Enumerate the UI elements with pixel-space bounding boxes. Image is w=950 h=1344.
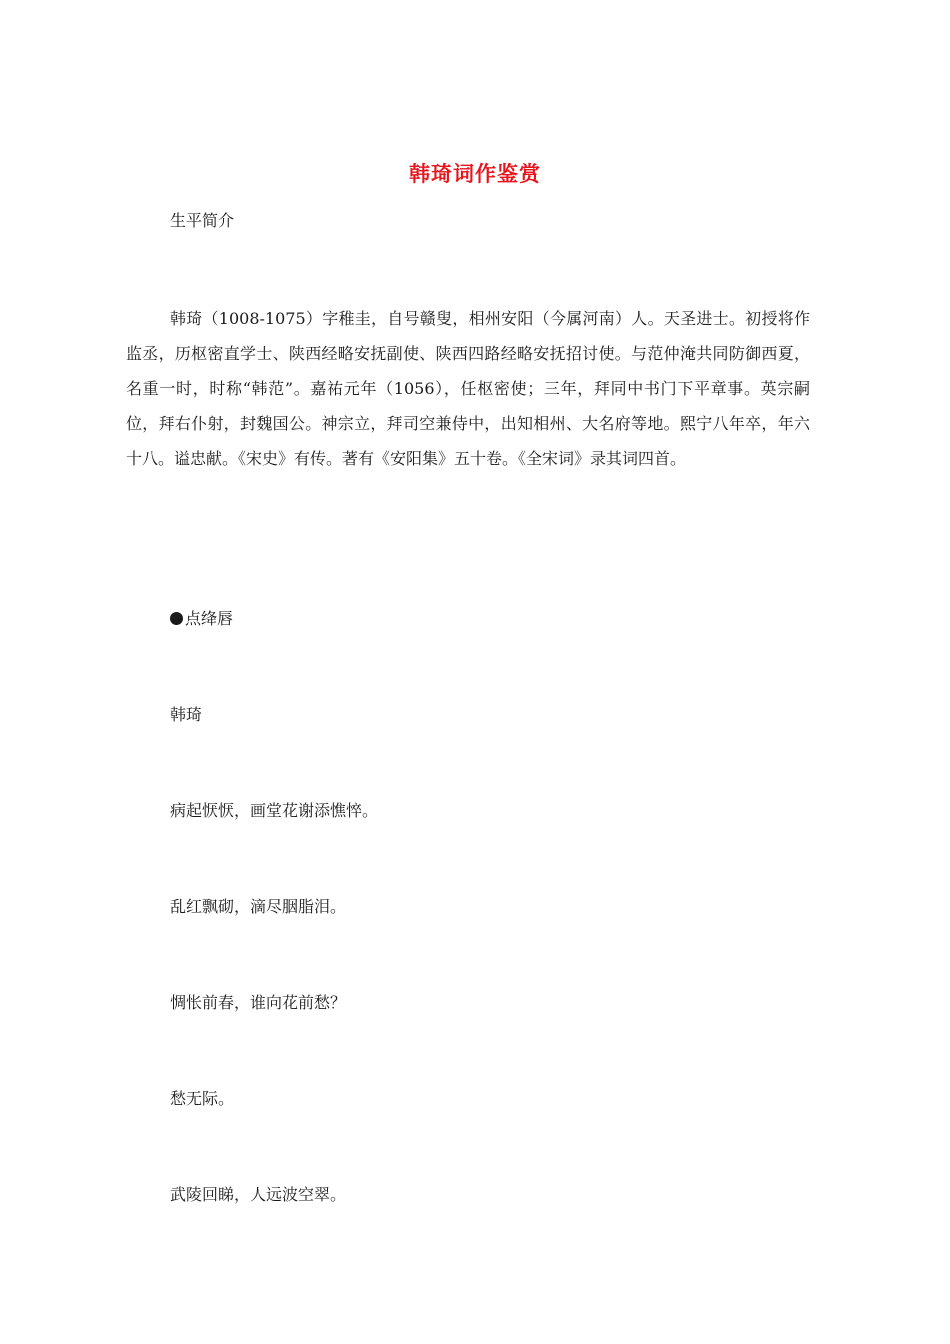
poem-title-line bbox=[170, 609, 233, 629]
biography-paragraph: 韩琦（1008-1075）字稚圭，自号赣叟，相州安阳（今属河南）人。天圣进士。初授将作监丞，历枢密直学士、陕西经略安抚副使、陕西四路经略安抚招讨使。与范仲淹共同防御西夏，名重一时，时称“韩范”。嘉祐元年（1056），任枢密使；三年，拜同中书门下平章事。英宗嗣位，拜右仆射，封魏国公。神宗立，拜司空兼侍中，出知相州、大名府等地。熙宁八年卒，年六十八。谥忠献。《宋史》有传。著有《安阳集》五十卷。《全宋词》录其词四首。 bbox=[126, 309, 810, 468]
poem-line: 惆怅前春，谁向花前愁？ bbox=[170, 993, 347, 1012]
poem-title: 点绛唇 bbox=[185, 609, 234, 628]
poem-line: 乱红飘砌，滴尽胭脂泪。 bbox=[170, 897, 347, 916]
poem-author: 韩琦 bbox=[170, 705, 203, 724]
document-title: 韩琦词作鉴赏 bbox=[409, 162, 541, 186]
bullet-icon bbox=[170, 612, 183, 625]
section-heading: 生平简介 bbox=[170, 211, 235, 230]
poem-line: 愁无际。 bbox=[170, 1089, 235, 1108]
poem-line: 病起恹恹，画堂花谢添憔悴。 bbox=[170, 801, 379, 820]
poem-line: 武陵回睇，人远波空翠。 bbox=[170, 1185, 347, 1204]
